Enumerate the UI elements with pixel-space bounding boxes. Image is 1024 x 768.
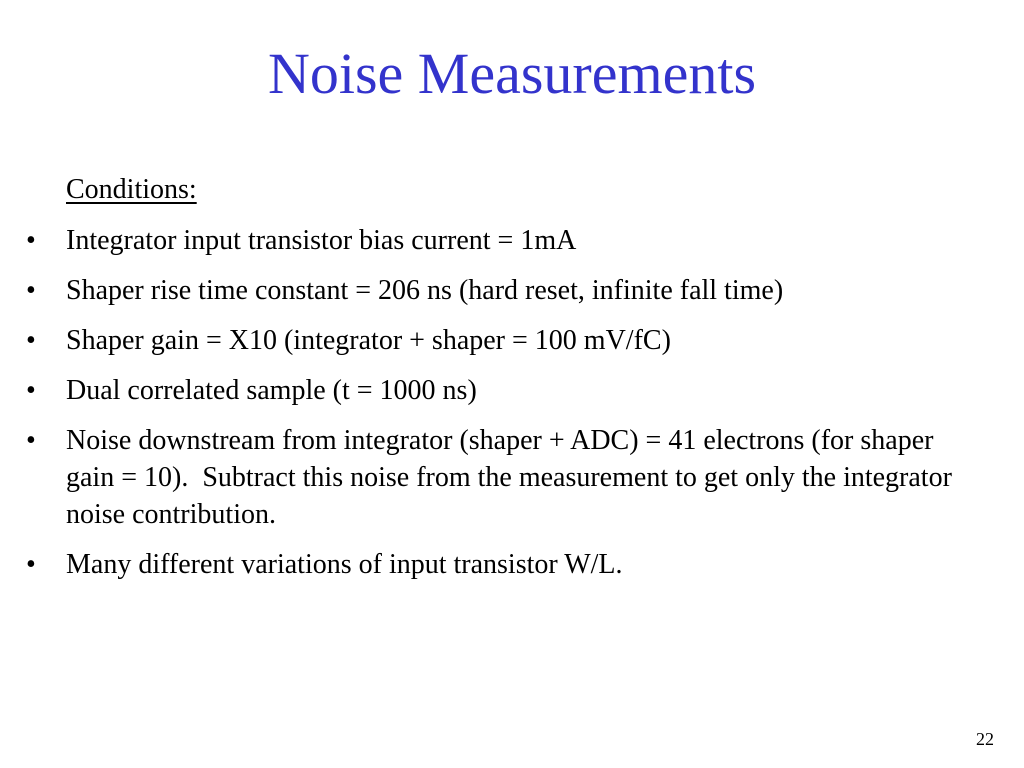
- bullet-list: [0, 222, 1000, 596]
- bullet-text: Noise downstream from integrator (shaper + ADC) = 41 electrons (for shaper gain = 10). Subtract this noise from the measurement to get only the integrator noise contribution.: [66, 425, 959, 530]
- bullet-icon: •: [26, 549, 36, 580]
- bullet-icon: •: [26, 425, 36, 456]
- page-number: 22: [976, 729, 994, 749]
- bullet-icon: •: [26, 375, 36, 406]
- bullet-item: [0, 272, 976, 309]
- bullet-item: [0, 222, 976, 259]
- bullet-icon: •: [26, 325, 36, 356]
- bullet-item: [0, 372, 976, 409]
- bullet-text: Shaper rise time constant = 206 ns (hard reset, infinite fall time): [66, 275, 784, 306]
- conditions-heading: Conditions:: [66, 174, 197, 205]
- slide-title: Noise Measurements: [267, 41, 757, 106]
- bullet-icon: •: [26, 225, 36, 256]
- bullet-item: [0, 322, 976, 359]
- bullet-text: Many different variations of input transistor W/L.: [66, 549, 623, 580]
- bullet-icon: •: [26, 275, 36, 306]
- bullet-item: [0, 422, 976, 533]
- bullet-text: Shaper gain = X10 (integrator + shaper = 100 mV/fC): [66, 325, 671, 356]
- bullet-item: [0, 546, 976, 583]
- bullet-text: Dual correlated sample (t = 1000 ns): [66, 375, 477, 406]
- bullet-text: Integrator input transistor bias current = 1mA: [66, 225, 577, 256]
